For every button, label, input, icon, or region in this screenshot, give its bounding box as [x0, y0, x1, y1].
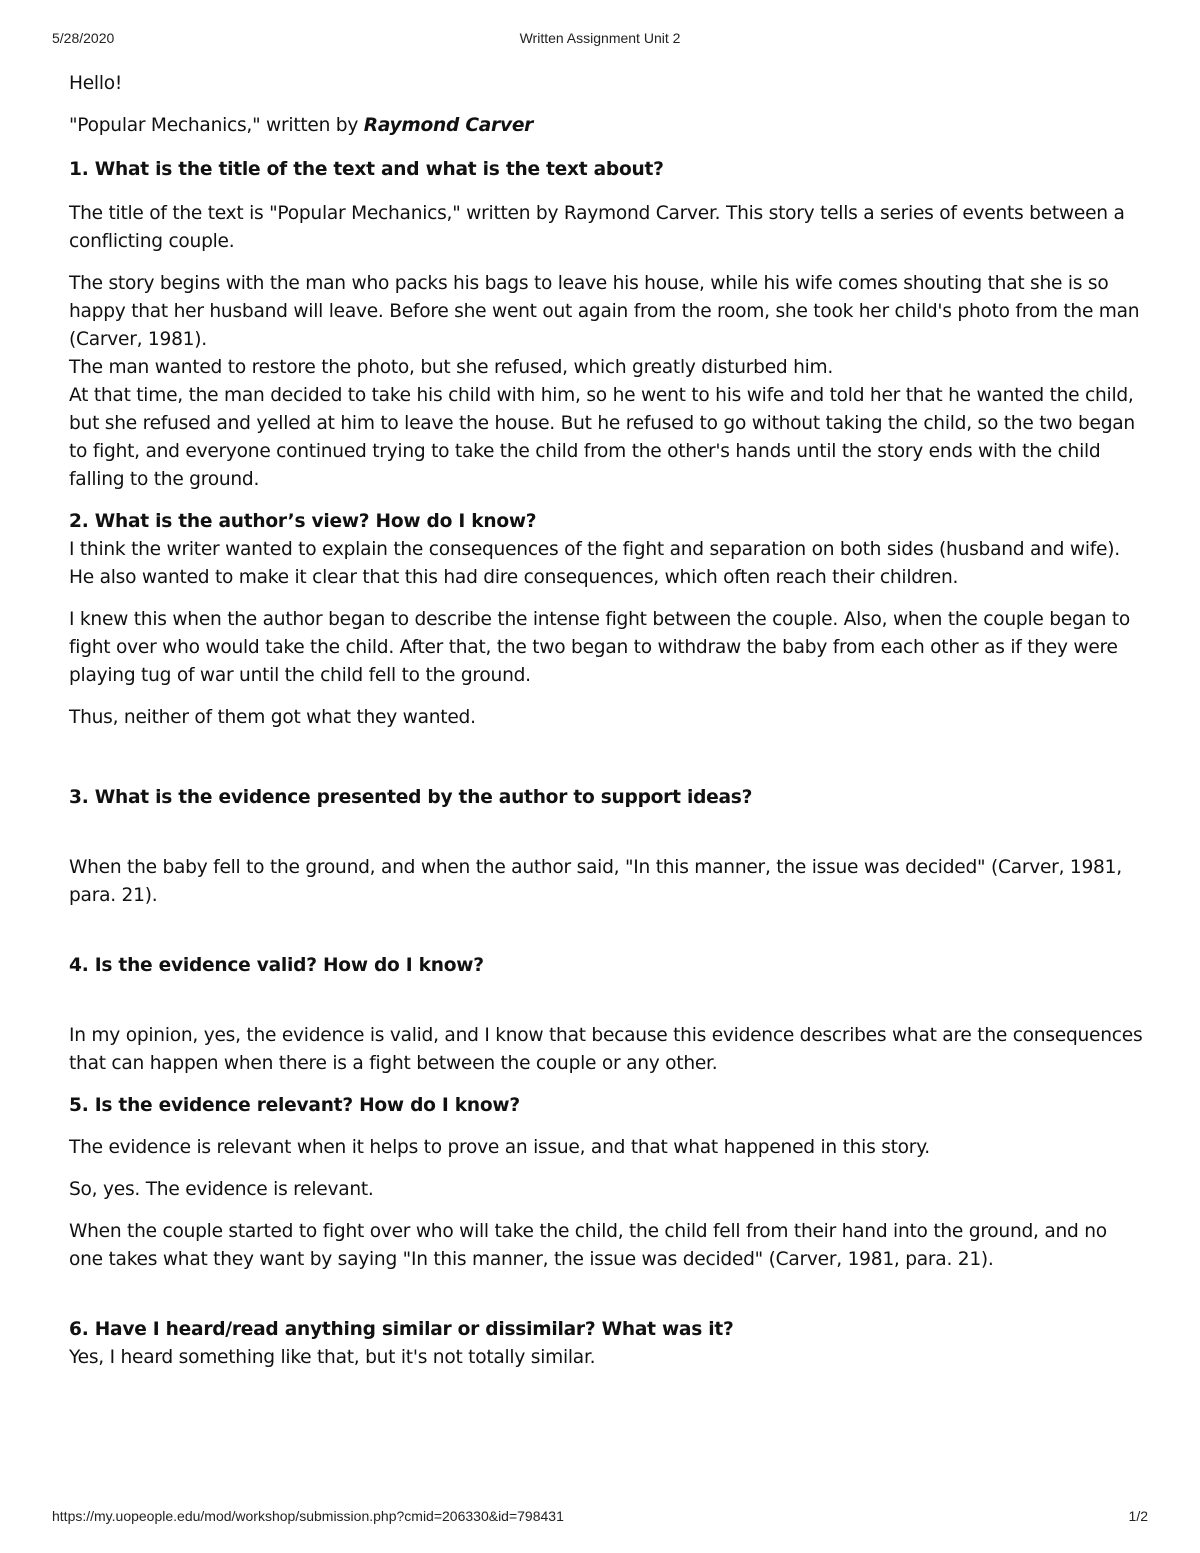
- page-number: 1/2: [1128, 1508, 1148, 1524]
- question-5: 5. Is the evidence relevant? How do I know?: [69, 1095, 520, 1116]
- answer-1-paragraph-4: At that time, the man decided to take his child with him, so he went to his wife and told her that he wanted the child, but she refused and yelled at him to leave the house. But he refused to go without taking the child, so the two began to fight, and everyone continued trying to take the child from the other's hands until the story ends with the child falling to the ground.: [69, 385, 1135, 490]
- print-title: Written Assignment Unit 2: [519, 30, 681, 46]
- print-header: [0, 30, 1200, 50]
- subtitle-prefix: "Popular Mechanics," written by: [69, 115, 364, 136]
- page-url: https://my.uopeople.edu/mod/workshop/submission.php?cmid=206330&id=798431: [52, 1508, 564, 1524]
- answer-2-paragraph-2: I knew this when the author began to describe the intense fight between the couple. Also, when the couple began to fight over who would take the child. After that, the two began to withdraw the baby from each other as if they were playing tug of war until the child fell to the ground.: [69, 609, 1131, 686]
- author-name: Raymond Carver: [363, 115, 534, 136]
- answer-2-paragraph-3: Thus, neither of them got what they wanted.: [69, 707, 476, 728]
- answer-1-paragraph-3: The man wanted to restore the photo, but she refused, which greatly disturbed him.: [69, 357, 834, 378]
- answer-1-paragraph-2: The story begins with the man who packs his bags to leave his house, while his wife comes shouting that she is so happy that her husband will leave. Before she went out again from the room, she took her child's photo from the man (Carver, 1981).: [69, 273, 1140, 350]
- answer-1-paragraph-1: The title of the text is "Popular Mechanics," written by Raymond Carver. This story tells a series of events between a conflicting couple.: [69, 203, 1125, 252]
- answer-5-paragraph-2: So, yes. The evidence is relevant.: [69, 1179, 374, 1200]
- print-footer: [0, 1508, 1200, 1528]
- question-1: 1. What is the title of the text and what is the text about?: [69, 159, 664, 180]
- answer-6: Yes, I heard something like that, but it's not totally similar.: [69, 1347, 596, 1368]
- question-4: 4. Is the evidence valid? How do I know?: [69, 955, 484, 976]
- question-6: 6. Have I heard/read anything similar or dissimilar? What was it?: [69, 1319, 734, 1340]
- answer-3: When the baby fell to the ground, and when the author said, "In this manner, the issue was decided" (Carver, 1981, para. 21).: [69, 857, 1122, 906]
- answer-4: In my opinion, yes, the evidence is valid, and I know that because this evidence describes what are the consequences that can happen when there is a fight between the couple or any other.: [69, 1025, 1143, 1074]
- question-2: 2. What is the author’s view? How do I know?: [69, 511, 537, 532]
- answer-5-paragraph-1: The evidence is relevant when it helps to prove an issue, and that what happened in this story.: [69, 1137, 930, 1158]
- subtitle: [69, 112, 1144, 140]
- answer-5-paragraph-3: When the couple started to fight over who will take the child, the child fell from their hand into the ground, and no one takes what they want by saying "In this manner, the issue was decided" (Carver, 1981, para. 21).: [69, 1221, 1107, 1270]
- greeting: Hello!: [69, 73, 123, 94]
- answer-2-paragraph-1: I think the writer wanted to explain the consequences of the fight and separation on both sides (husband and wife). He also wanted to make it clear that this had dire consequences, which often reach their children.: [69, 539, 1120, 588]
- question-3: 3. What is the evidence presented by the author to support ideas?: [69, 787, 753, 808]
- document-body: [69, 70, 1144, 1372]
- print-date: 5/28/2020: [52, 30, 115, 46]
